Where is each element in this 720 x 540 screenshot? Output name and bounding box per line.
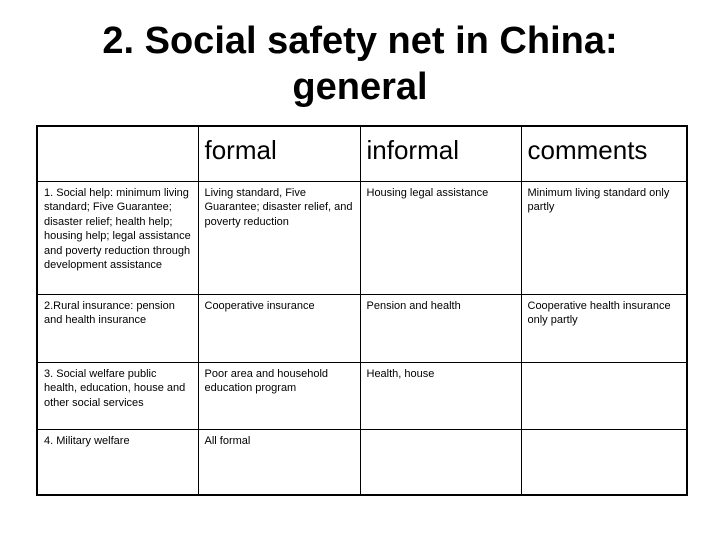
table-cell	[521, 362, 687, 430]
slide-title-line-2: general	[292, 66, 428, 108]
table-cell: Poor area and household education program	[198, 362, 360, 430]
header-cell-informal: informal	[360, 126, 521, 181]
table-row	[37, 362, 687, 430]
table-cell: 3. Social welfare public health, education, house and other social services	[37, 362, 198, 430]
table-cell: Housing legal assistance	[360, 181, 521, 294]
table-cell: 2.Rural insurance: pension and health insurance	[37, 294, 198, 362]
header-cell-comments: comments	[521, 126, 687, 181]
table-cell	[360, 430, 521, 495]
table-row	[37, 181, 687, 294]
table-header-row	[37, 126, 687, 181]
table-cell: Cooperative health insurance only partly	[521, 294, 687, 362]
table-cell: 1. Social help: minimum living standard; Five Guarantee; disaster relief; health help; housing help; legal assistance and poverty reduction through development assistance	[37, 181, 198, 294]
header-cell-formal: formal	[198, 126, 360, 181]
table-cell	[521, 430, 687, 495]
table-cell: Minimum living standard only partly	[521, 181, 687, 294]
slide-title	[0, 18, 720, 110]
table-row	[37, 294, 687, 362]
slide-title-line-1: 2. Social safety net in China:	[102, 20, 618, 62]
table-cell: Health, house	[360, 362, 521, 430]
safety-net-table	[36, 125, 688, 496]
table-cell: 4. Military welfare	[37, 430, 198, 495]
table-cell: Pension and health	[360, 294, 521, 362]
header-cell-empty	[37, 126, 198, 181]
table-cell: Living standard, Five Guarantee; disaster relief, and poverty reduction	[198, 181, 360, 294]
table-cell: Cooperative insurance	[198, 294, 360, 362]
table-row	[37, 430, 687, 495]
table-cell: All formal	[198, 430, 360, 495]
